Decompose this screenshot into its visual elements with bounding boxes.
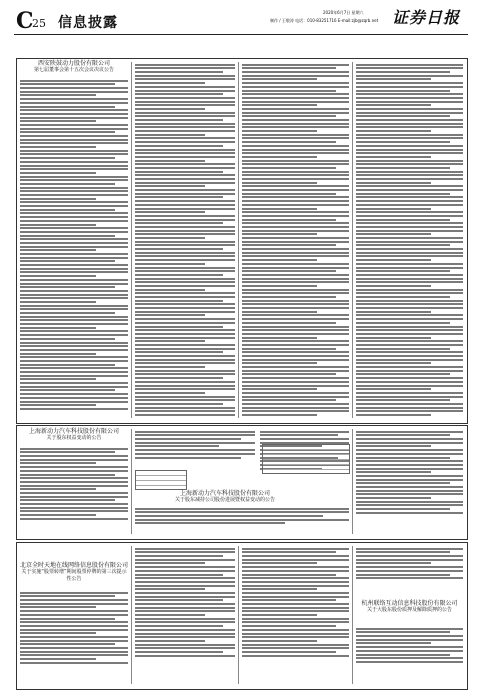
notice-text-col-8 bbox=[135, 506, 349, 534]
notice-title-2 bbox=[20, 428, 128, 442]
page-letter: C bbox=[16, 8, 34, 34]
notice-title-1 bbox=[20, 60, 128, 74]
notice-title-5 bbox=[356, 600, 463, 614]
notice-text-col-2 bbox=[135, 62, 235, 418]
notice-subject-4: 关于实施“股票转增”期间股票停牌的第三次提示性公告 bbox=[21, 569, 127, 582]
masthead bbox=[0, 0, 484, 36]
notice-company-4: 北京全时天地在线网络信息股份有限公司 bbox=[20, 562, 129, 569]
page-number: 25 bbox=[32, 17, 46, 30]
notice-title-4 bbox=[20, 562, 128, 583]
notice-text-col-10 bbox=[20, 590, 128, 684]
notice-subject-3: 关于股东减持公司股份进展暨权益变动的公告 bbox=[174, 497, 275, 503]
notice-subject-2: 关于股东权益变动的公告 bbox=[46, 435, 102, 441]
notice-title-3 bbox=[150, 490, 300, 504]
notice-company-2: 上海新动力汽车科技股份有限公司 bbox=[28, 428, 119, 435]
column-divider bbox=[352, 62, 353, 418]
notice-text-col-1 bbox=[20, 78, 128, 418]
column-divider bbox=[131, 62, 132, 418]
masthead-rule bbox=[14, 34, 468, 35]
notice-text-col-14 bbox=[356, 626, 463, 684]
column-divider bbox=[131, 429, 132, 534]
notice-text-col-3 bbox=[242, 62, 349, 418]
editor-contact: 制作 / 王敬涛 电话：010-83251716 E-mail:zjb@zqrb.net bbox=[270, 18, 379, 23]
notice-text-col-4 bbox=[356, 62, 463, 418]
notice-text-col-5 bbox=[20, 446, 128, 534]
column-divider bbox=[238, 62, 239, 418]
notice-company-3: 上海新动力汽车科技股份有限公司 bbox=[179, 490, 270, 497]
newspaper-logo: 证券日报 bbox=[392, 8, 461, 27]
issue-date: 2020年6月7日 星期六 bbox=[323, 10, 364, 15]
column-divider bbox=[238, 546, 239, 684]
notice-subject-1: 第七届董事会第十五次会议决议公告 bbox=[33, 67, 114, 73]
section-title: 信息披露 bbox=[58, 15, 118, 31]
notice-text-col-6 bbox=[135, 429, 255, 469]
holdings-table bbox=[135, 470, 187, 490]
notice-text-col-13 bbox=[356, 546, 463, 596]
notice-text-col-11 bbox=[135, 546, 235, 684]
shares-table bbox=[262, 444, 350, 474]
column-divider bbox=[352, 546, 353, 684]
column-divider bbox=[131, 546, 132, 684]
column-divider bbox=[352, 429, 353, 534]
notice-text-col-9 bbox=[356, 429, 463, 534]
notice-text-col-12 bbox=[242, 546, 349, 684]
notice-company-5: 杭州联络互动信息科技股份有限公司 bbox=[361, 600, 458, 607]
notice-subject-5: 关于大股东股份质押及解除质押的公告 bbox=[366, 607, 452, 613]
notice-company-1: 西安陕鼓动力股份有限公司 bbox=[37, 60, 110, 67]
